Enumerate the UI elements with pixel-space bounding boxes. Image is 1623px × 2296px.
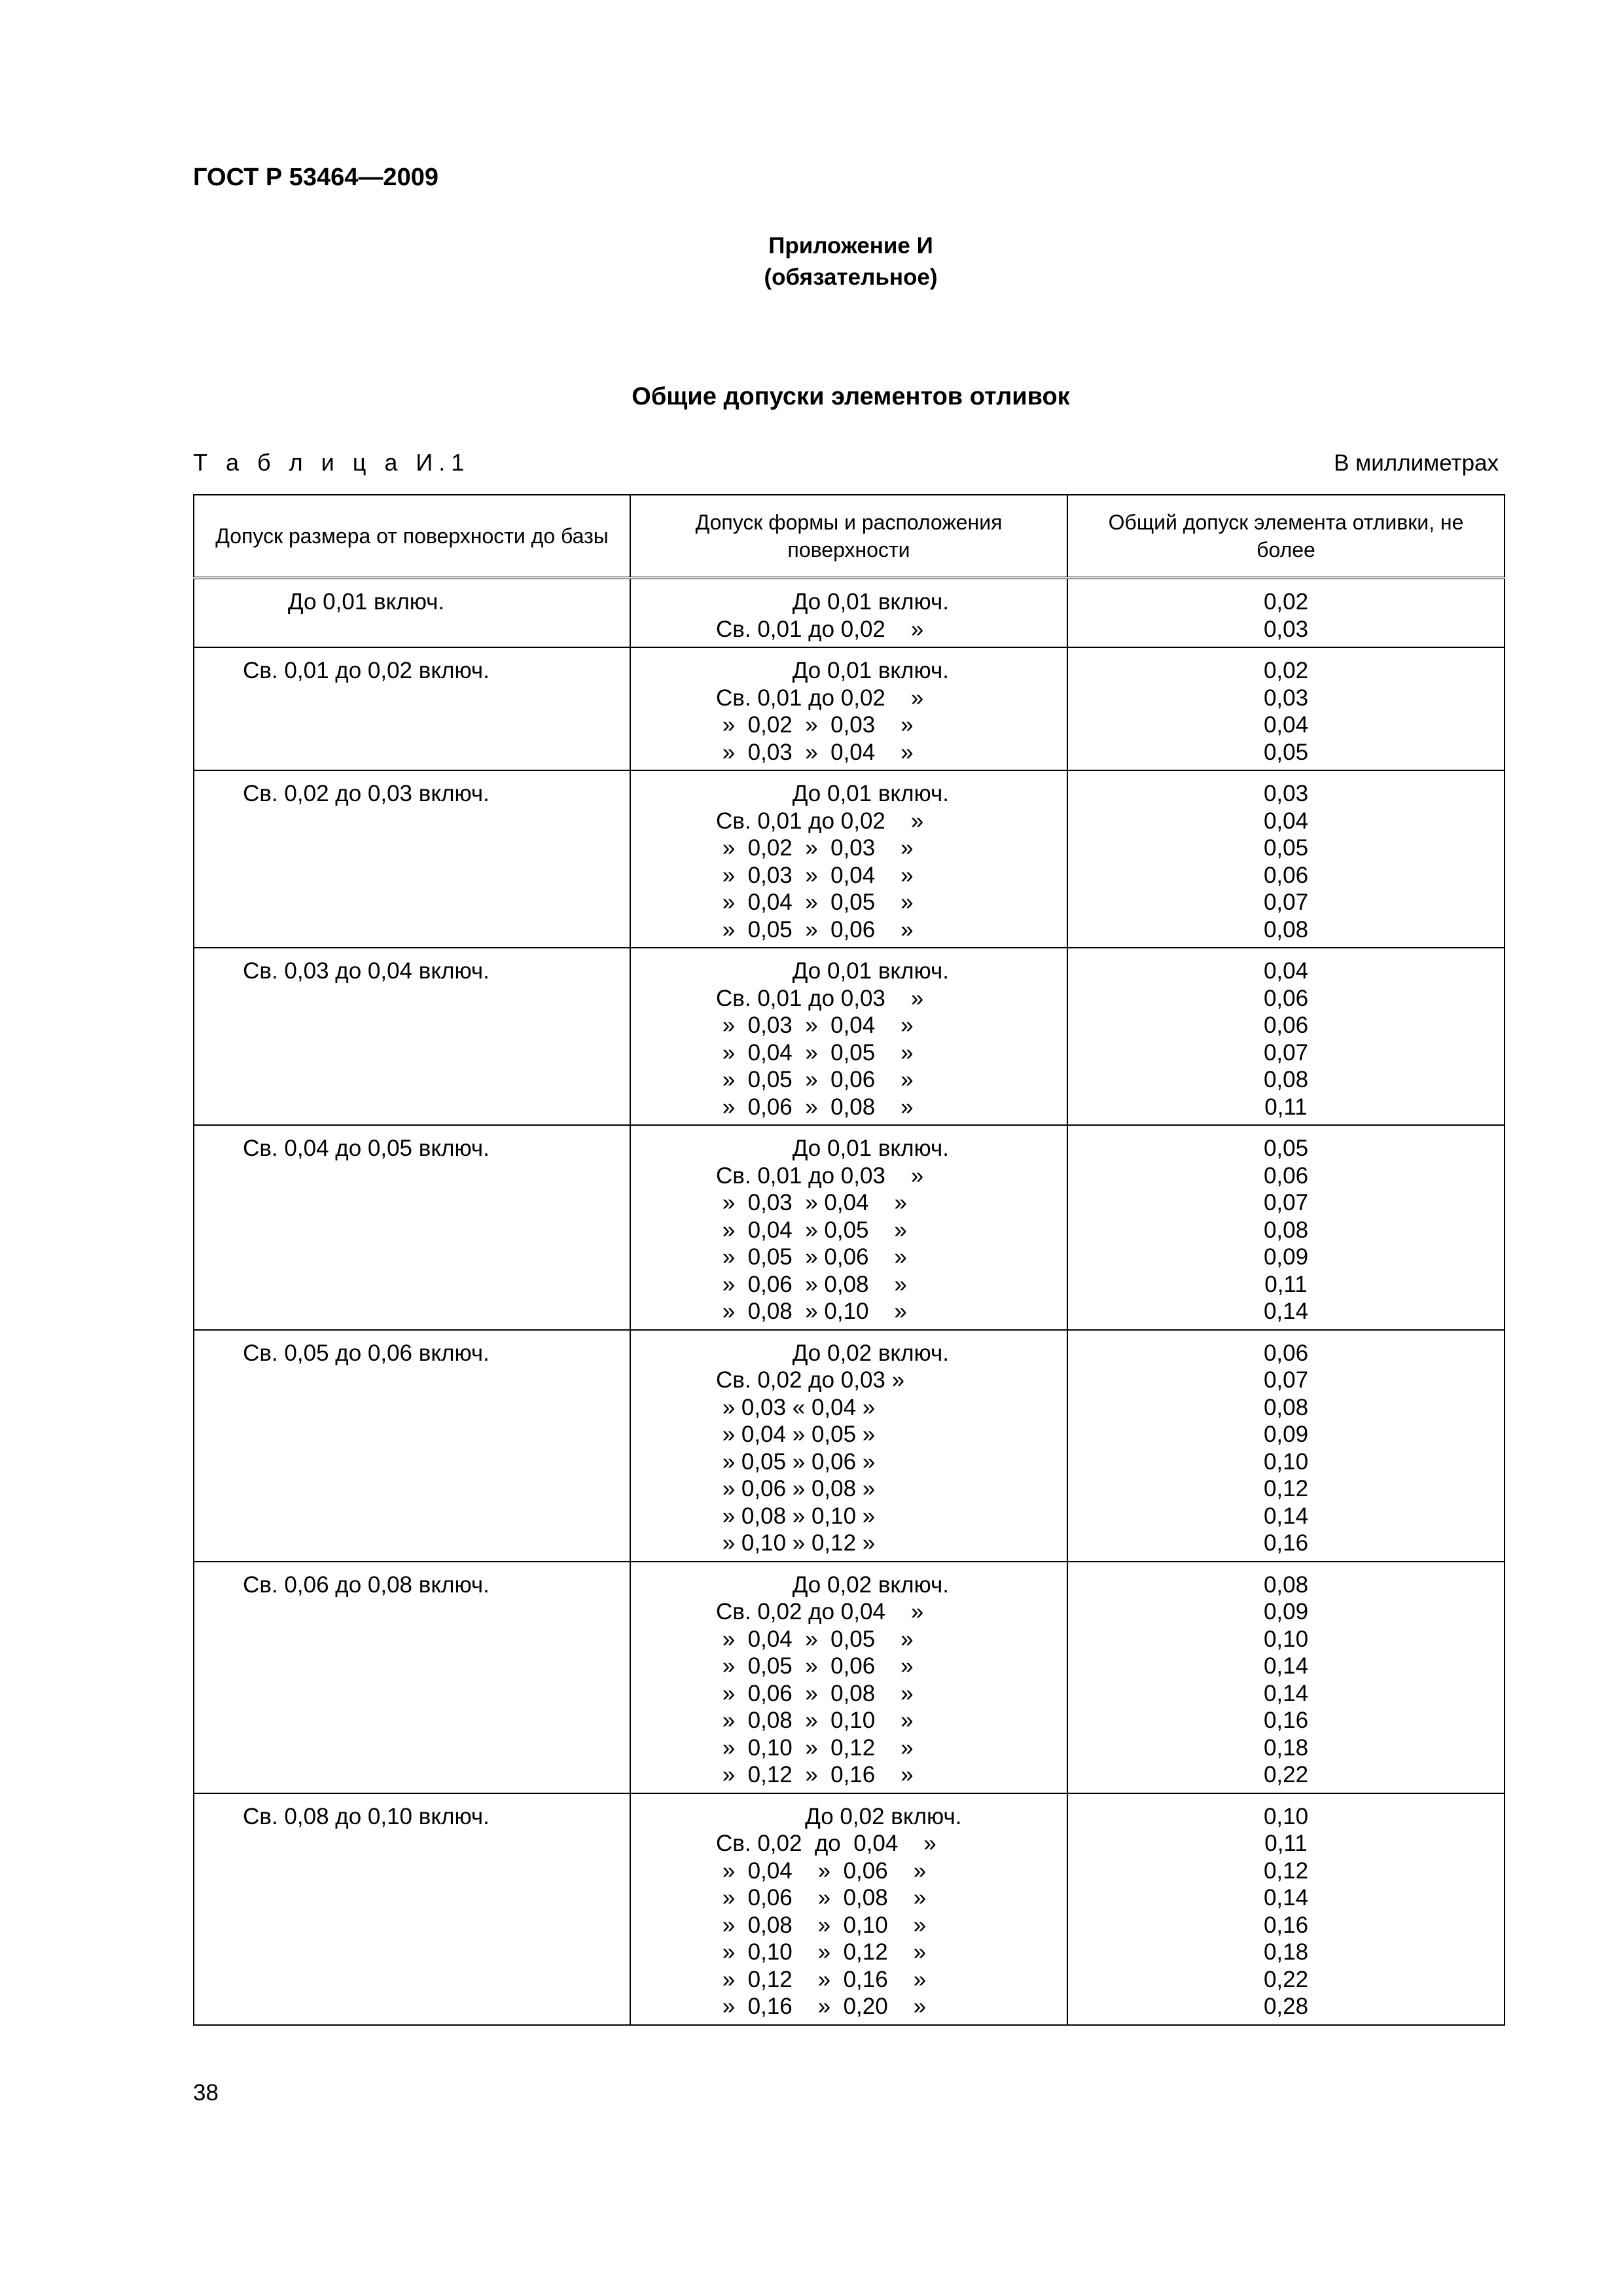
form-tolerance-value: » 0,02 » 0,03 » — [716, 835, 914, 861]
table-row — [194, 1125, 1505, 1330]
form-tolerance-value: » 0,04 » 0,05 » — [716, 1626, 914, 1652]
total-tolerance-value: 0,09 — [1263, 1422, 1309, 1447]
total-tolerance-value: 0,18 — [1263, 1734, 1309, 1761]
total-tolerance-value: 0,08 — [1263, 916, 1309, 942]
form-tolerance-value: » 0,05 » 0,06 » — [716, 1067, 914, 1092]
form-tolerance-value: » 0,04 » 0,06 » — [716, 1857, 927, 1884]
total-tolerance-value: 0,14 — [1263, 1680, 1309, 1706]
form-tolerance-cell — [630, 770, 1067, 948]
form-tolerance-value: До 0,01 включ. — [716, 1136, 949, 1161]
form-tolerance-value: » 0,03 » 0,04 » — [716, 1190, 907, 1215]
total-tolerance-value: 0,06 — [1263, 862, 1309, 888]
size-tolerance-value: Св. 0,05 до 0,06 включ. — [243, 1340, 490, 1366]
form-tolerance-value: » 0,04 » 0,05 » — [716, 889, 914, 915]
form-tolerance-value: » 0,12 » 0,16 » — [716, 1762, 914, 1787]
total-tolerance-value: 0,07 — [1263, 1039, 1309, 1066]
total-tolerance-value: 0,03 — [1263, 685, 1309, 711]
total-tolerance-value: 0,16 — [1263, 1708, 1309, 1733]
total-tolerance-value: 0,04 — [1263, 808, 1309, 834]
form-tolerance-value: До 0,01 включ. — [716, 958, 949, 984]
total-tolerance-value: 0,28 — [1263, 1994, 1309, 2019]
form-tolerance-cell — [630, 1562, 1067, 1793]
form-tolerance-value: » 0,04 » 0,05 » — [716, 1039, 914, 1066]
size-tolerance-cell — [194, 1125, 630, 1330]
total-tolerance-value: 0,05 — [1263, 739, 1309, 765]
page-number: 38 — [193, 2080, 219, 2106]
total-tolerance-value: 0,03 — [1263, 781, 1309, 806]
appendix-status: (обязательное) — [764, 264, 938, 290]
form-tolerance-value: Св. 0,01 до 0,02 » — [716, 616, 924, 642]
form-tolerance-value: » 0,08 » 0,10 » — [716, 1708, 914, 1733]
size-tolerance-cell — [194, 770, 630, 948]
form-tolerance-value: » 0,10 » 0,12 » — [716, 1939, 927, 1965]
form-tolerance-value: » 0,03 » 0,04 » — [716, 862, 914, 888]
form-tolerance-value: До 0,02 включ. — [716, 1571, 949, 1598]
form-tolerance-value: Св. 0,01 до 0,02 » — [716, 685, 924, 711]
column-header-size-tolerance: Допуск размера от поверхности до базы — [194, 495, 630, 578]
total-tolerance-value: 0,08 — [1263, 1217, 1309, 1243]
total-tolerance-value: 0,09 — [1263, 1244, 1309, 1270]
total-tolerance-value: 0,07 — [1263, 889, 1309, 915]
size-tolerance-cell — [194, 1793, 630, 2025]
size-tolerance-cell — [194, 578, 630, 647]
form-tolerance-value: Св. 0,02 до 0,03 » — [716, 1367, 905, 1393]
form-tolerance-value: До 0,02 включ. — [716, 1803, 962, 1829]
total-tolerance-cell — [1067, 1330, 1505, 1562]
table-caption: Т а б л и ц а И.1 — [193, 449, 471, 476]
size-tolerance-cell — [194, 1562, 630, 1793]
total-tolerance-value: 0,14 — [1263, 1503, 1309, 1529]
form-tolerance-cell — [630, 1793, 1067, 2025]
total-tolerance-value: 0,02 — [1263, 589, 1309, 615]
table-body — [194, 578, 1505, 2025]
tolerance-table — [193, 494, 1505, 2026]
column-header-form-tolerance: Допуск формы и расположения поверхности — [630, 495, 1067, 578]
total-tolerance-cell — [1067, 770, 1505, 948]
form-tolerance-value: До 0,01 включ. — [716, 658, 949, 683]
total-tolerance-value: 0,22 — [1263, 1966, 1309, 1992]
form-tolerance-value: До 0,01 включ. — [716, 781, 949, 806]
total-tolerance-value: 0,14 — [1263, 1885, 1309, 1910]
form-tolerance-value: Св. 0,02 до 0,04 » — [716, 1831, 936, 1856]
total-tolerance-value: 0,12 — [1263, 1476, 1309, 1501]
total-tolerance-cell — [1067, 647, 1505, 770]
total-tolerance-value: 0,06 — [1263, 1340, 1309, 1366]
size-tolerance-value: До 0,01 включ. — [287, 589, 445, 615]
total-tolerance-value: 0,05 — [1263, 1136, 1309, 1161]
total-tolerance-value: 0,06 — [1263, 1013, 1309, 1038]
total-tolerance-value: 0,06 — [1263, 1162, 1309, 1189]
total-tolerance-value: 0,10 — [1263, 1803, 1309, 1829]
form-tolerance-value: До 0,01 включ. — [716, 589, 949, 615]
size-tolerance-value: Св. 0,08 до 0,10 включ. — [243, 1803, 490, 1829]
total-tolerance-cell — [1067, 1125, 1505, 1330]
form-tolerance-cell — [630, 578, 1067, 647]
total-tolerance-value: 0,10 — [1263, 1626, 1309, 1652]
form-tolerance-value: » 0,10 » 0,12 » — [716, 1530, 876, 1556]
size-tolerance-cell — [194, 948, 630, 1125]
total-tolerance-value: 0,11 — [1264, 1271, 1308, 1297]
size-tolerance-value: Св. 0,01 до 0,02 включ. — [243, 658, 490, 683]
form-tolerance-value: Св. 0,01 до 0,02 » — [716, 808, 924, 834]
total-tolerance-value: 0,16 — [1263, 1530, 1309, 1556]
total-tolerance-value: 0,08 — [1263, 1394, 1309, 1420]
total-tolerance-value: 0,11 — [1264, 1831, 1308, 1856]
total-tolerance-value: 0,12 — [1263, 1857, 1309, 1884]
form-tolerance-cell — [630, 948, 1067, 1125]
form-tolerance-value: » 0,05 » 0,06 » — [716, 1448, 876, 1475]
total-tolerance-value: 0,07 — [1263, 1367, 1309, 1393]
table-row — [194, 1793, 1505, 2025]
form-tolerance-value: » 0,03 » 0,04 » — [716, 1013, 914, 1038]
table-row — [194, 578, 1505, 647]
total-tolerance-value: 0,09 — [1263, 1599, 1309, 1624]
form-tolerance-value: » 0,16 » 0,20 » — [716, 1994, 927, 2019]
total-tolerance-value: 0,18 — [1263, 1939, 1309, 1965]
form-tolerance-value: » 0,08 » 0,10 » — [716, 1299, 907, 1324]
total-tolerance-value: 0,10 — [1263, 1448, 1309, 1475]
total-tolerance-value: 0,06 — [1263, 985, 1309, 1011]
form-tolerance-value: » 0,08 » 0,10 » — [716, 1503, 876, 1529]
form-tolerance-cell — [630, 1125, 1067, 1330]
table-row — [194, 1330, 1505, 1562]
form-tolerance-value: » 0,03 » 0,04 » — [716, 739, 914, 765]
form-tolerance-cell — [630, 1330, 1067, 1562]
total-tolerance-value: 0,11 — [1264, 1094, 1308, 1120]
total-tolerance-value: 0,08 — [1263, 1067, 1309, 1092]
total-tolerance-value: 0,14 — [1263, 1299, 1309, 1324]
form-tolerance-value: » 0,06 » 0,08 » — [716, 1680, 914, 1706]
total-tolerance-cell — [1067, 578, 1505, 647]
form-tolerance-value: Св. 0,01 до 0,03 » — [716, 985, 924, 1011]
form-tolerance-value: » 0,05 » 0,06 » — [716, 1244, 907, 1270]
total-tolerance-value: 0,14 — [1263, 1653, 1309, 1679]
table-header-row — [194, 495, 1505, 578]
table-row — [194, 948, 1505, 1125]
page-title: Общие допуски элементов отливок — [632, 383, 1070, 410]
size-tolerance-value: Св. 0,02 до 0,03 включ. — [243, 781, 490, 806]
form-tolerance-value: » 0,04 » 0,05 » — [716, 1422, 876, 1447]
total-tolerance-value: 0,04 — [1263, 958, 1309, 984]
total-tolerance-value: 0,08 — [1263, 1571, 1309, 1598]
total-tolerance-value: 0,05 — [1263, 835, 1309, 861]
table-row — [194, 647, 1505, 770]
table-row — [194, 770, 1505, 948]
total-tolerance-value: 0,16 — [1263, 1912, 1309, 1938]
form-tolerance-value: » 0,03 « 0,04 » — [716, 1394, 876, 1420]
size-tolerance-value: Св. 0,06 до 0,08 включ. — [243, 1571, 490, 1598]
form-tolerance-cell — [630, 647, 1067, 770]
column-header-total-tolerance: Общий допуск элемента отливки, не более — [1067, 495, 1505, 578]
form-tolerance-value: » 0,05 » 0,06 » — [716, 916, 914, 942]
form-tolerance-value: » 0,10 » 0,12 » — [716, 1734, 914, 1761]
form-tolerance-value: » 0,06 » 0,08 » — [716, 1271, 907, 1297]
size-tolerance-value: Св. 0,04 до 0,05 включ. — [243, 1136, 490, 1161]
form-tolerance-value: » 0,05 » 0,06 » — [716, 1653, 914, 1679]
table-row — [194, 1562, 1505, 1793]
form-tolerance-value: » 0,02 » 0,03 » — [716, 712, 914, 738]
form-tolerance-value: » 0,12 » 0,16 » — [716, 1966, 927, 1992]
total-tolerance-cell — [1067, 1793, 1505, 2025]
form-tolerance-value: » 0,06 » 0,08 » — [716, 1476, 876, 1501]
total-tolerance-value: 0,02 — [1263, 658, 1309, 683]
form-tolerance-value: » 0,08 » 0,10 » — [716, 1912, 927, 1938]
total-tolerance-cell — [1067, 1562, 1505, 1793]
form-tolerance-value: Св. 0,02 до 0,04 » — [716, 1599, 924, 1624]
size-tolerance-value: Св. 0,03 до 0,04 включ. — [243, 958, 490, 984]
form-tolerance-value: » 0,04 » 0,05 » — [716, 1217, 907, 1243]
size-tolerance-cell — [194, 1330, 630, 1562]
form-tolerance-value: » 0,06 » 0,08 » — [716, 1885, 927, 1910]
form-tolerance-value: » 0,06 » 0,08 » — [716, 1094, 914, 1120]
total-tolerance-value: 0,22 — [1263, 1762, 1309, 1787]
appendix-heading — [0, 230, 1623, 293]
appendix-title: Приложение И — [768, 233, 933, 259]
units-label: В миллиметрах — [1334, 450, 1499, 476]
total-tolerance-value: 0,04 — [1263, 712, 1309, 738]
form-tolerance-value: Св. 0,01 до 0,03 » — [716, 1162, 924, 1189]
document-code: ГОСТ Р 53464—2009 — [193, 164, 438, 191]
total-tolerance-value: 0,07 — [1263, 1190, 1309, 1215]
total-tolerance-cell — [1067, 948, 1505, 1125]
size-tolerance-cell — [194, 647, 630, 770]
form-tolerance-value: До 0,02 включ. — [716, 1340, 949, 1366]
total-tolerance-value: 0,03 — [1263, 616, 1309, 642]
